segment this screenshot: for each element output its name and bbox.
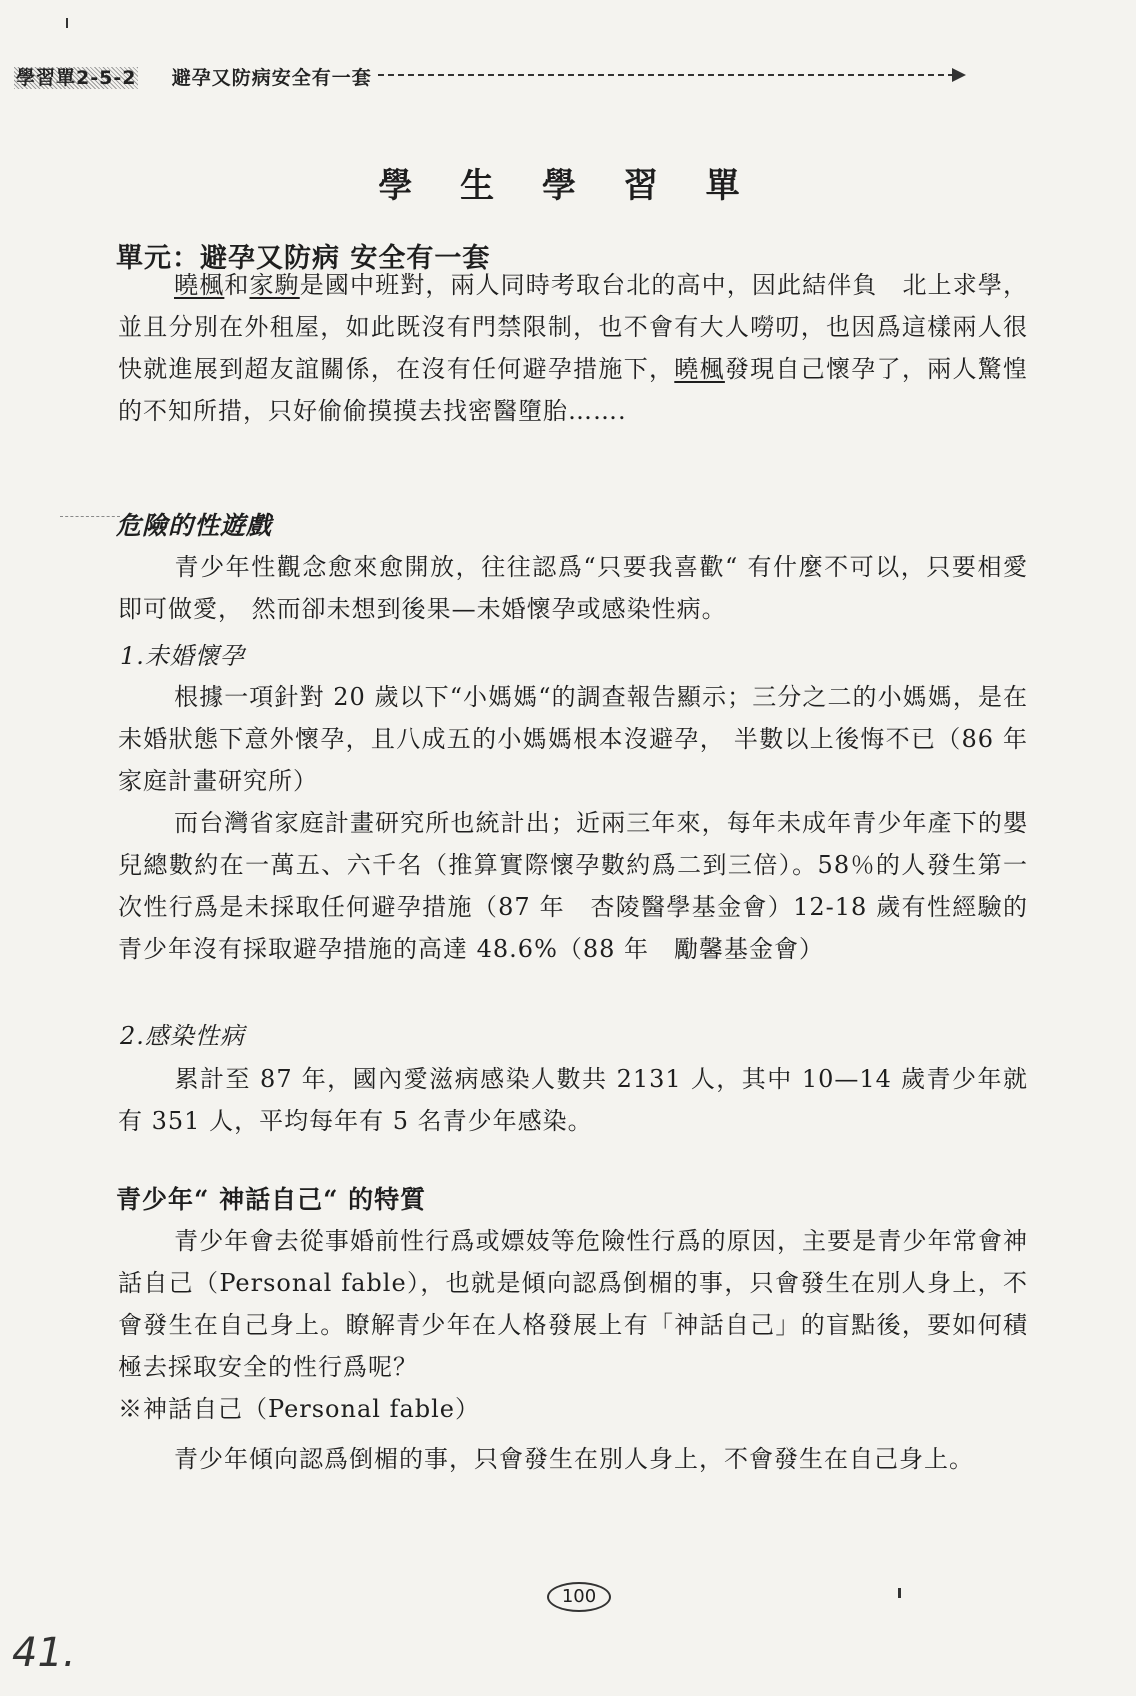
fable-note-title: ※神話自己（Personal fable） xyxy=(118,1395,481,1423)
subheading-pregnancy: 1.未婚懷孕 xyxy=(120,642,245,670)
fable-text: 青少年會去從事婚前性行爲或嫖妓等危險性行爲的原因，主要是青少年常會神話自己（Personal fable），也就是傾向認爲倒楣的事，只會發生在別人身上，不會發生在自己身上。瞭解青少年在人格發展上有「神話自己」的盲點後，要如何積極去採取安全的性行爲呢？ xyxy=(118,1227,1028,1381)
section-heading-danger: 危險的性遊戲 xyxy=(116,511,273,540)
fable-note-text: 青少年傾向認爲倒楣的事，只會發生在別人身上，不會發生在自己身上。 xyxy=(174,1445,974,1473)
scan-mark xyxy=(898,1588,901,1598)
pregnancy-text-2: 而台灣省家庭計畫研究所也統計出；近兩三年來，每年未成年青少年產下的嬰兒總數約在一萬五、六千名（推算實際懷孕數約爲二到三倍）。58％的人發生第一次性行爲是未採取任何避孕措施（87 年 杏陵醫學基金會）12-18 歲有性經驗的青少年沒有採取避孕措施的高達 48.6%（88 年 勵馨基金會） xyxy=(118,809,1028,963)
header-code: 學習單2-5-2 xyxy=(16,66,137,89)
header-topic: 避孕又防病安全有一套 xyxy=(171,66,372,89)
fable-paragraph xyxy=(118,1220,1028,1388)
std-text: 累計至 87 年，國內愛滋病感染人數共 2131 人，其中 10—14 歲青少年就有 351 人，平均每年有 5 名青少年感染。 xyxy=(118,1065,1028,1135)
story-and: 和 xyxy=(224,271,250,299)
story-paragraph xyxy=(118,264,1028,432)
danger-intro-text: 青少年性觀念愈來愈開放，往往認爲“只要我喜歡“ 有什麼不可以，只要相愛即可做愛， 然而卻未想到後果—未婚懷孕或感染性病。 xyxy=(118,553,1028,623)
handwritten-number: 41. xyxy=(12,1630,76,1676)
pregnancy-paragraph-1 xyxy=(118,676,1053,802)
page-number: 100 xyxy=(547,1582,611,1612)
dashed-rule xyxy=(60,516,120,517)
name-xiaofeng: 曉楓 xyxy=(174,271,225,299)
name-xiaofeng-2: 曉楓 xyxy=(674,355,725,383)
story-text-1: 是國中班對，兩人同時考取台北的高中，因此結伴負 北上求學，並且分別在外租屋，如此既沒有門禁限制，也不會有大人嘮叨，也因爲這樣兩人很快就進展到超友誼關係，在沒有任何避孕措施下， xyxy=(118,271,1029,383)
unit-title: 單元：避孕又防病 安全有一套 xyxy=(116,243,491,274)
page-title: 學 生 學 習 單 xyxy=(378,166,758,206)
header-label xyxy=(14,63,372,90)
pregnancy-text-1: 根據一項針對 20 歲以下“小媽媽“的調查報告顯示；三分之二的小媽媽，是在未婚狀態下意外懷孕，且八成五的小媽媽根本沒避孕， 半數以上後悔不已（86 年 家庭計畫研究所） xyxy=(118,683,1053,795)
section-heading-fable: 青少年“ 神話自己“ 的特質 xyxy=(116,1185,427,1214)
scan-mark xyxy=(66,18,68,28)
header-bar xyxy=(14,60,964,92)
name-jiaju: 家駒 xyxy=(249,271,300,299)
story-text-2: 發現自己懷孕了，兩人驚惶的不知所措，只好偷偷摸摸去找密醫墮胎……. xyxy=(118,355,1029,425)
fable-note-paragraph xyxy=(118,1438,1028,1480)
std-paragraph xyxy=(118,1058,1028,1142)
danger-intro-paragraph xyxy=(118,546,1028,630)
subheading-std: 2.感染性病 xyxy=(120,1022,245,1050)
pregnancy-paragraph-2 xyxy=(118,802,1028,970)
arrow-icon xyxy=(378,74,964,78)
